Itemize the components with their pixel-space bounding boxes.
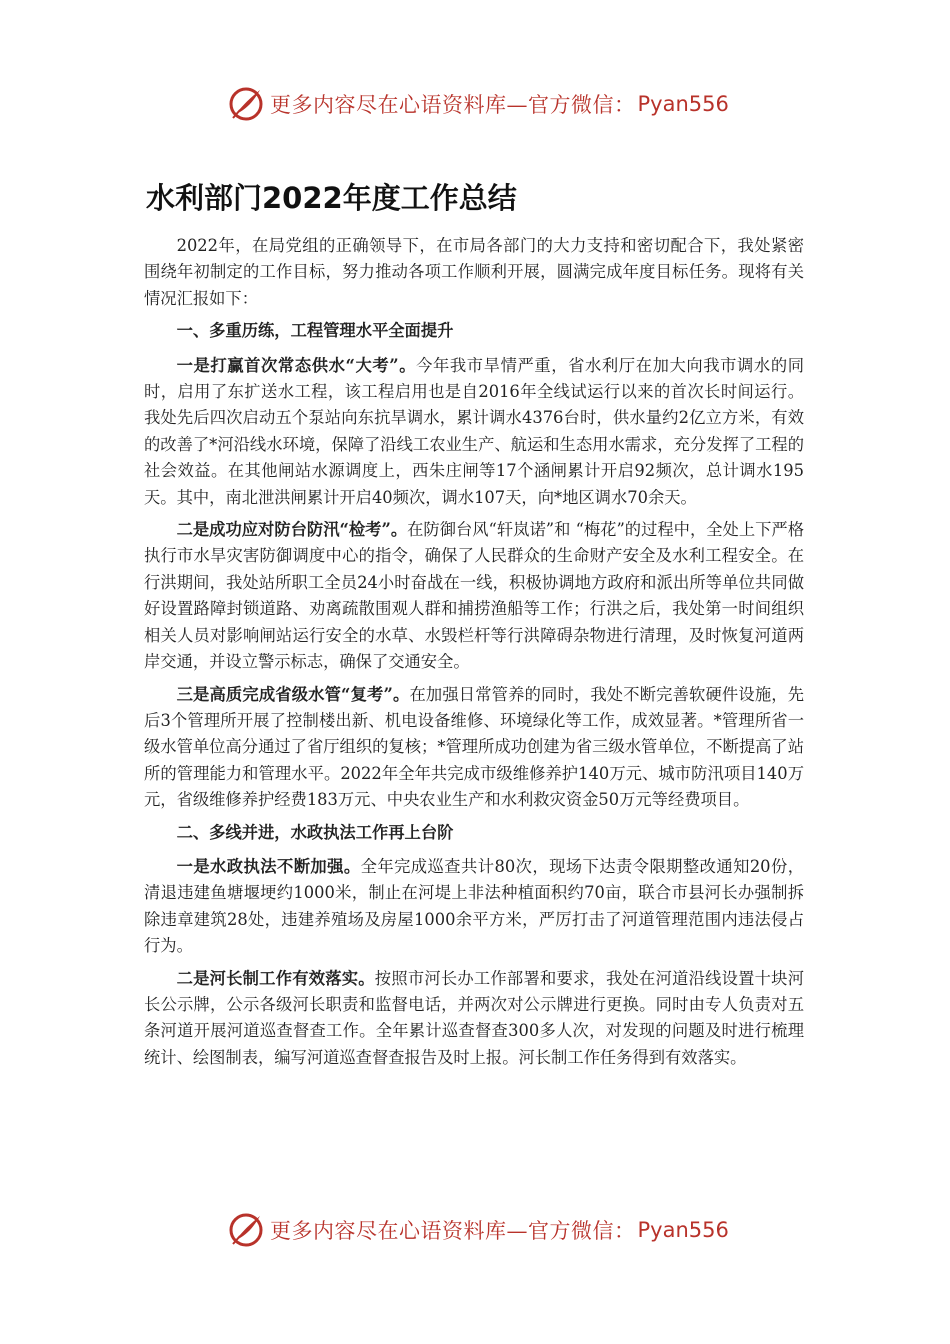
watermark-text: 更多内容尽在心语资料库—官方微信： bbox=[270, 1219, 636, 1243]
paragraph-text: 今年我市旱情严重，省水利厅在加大向我市调水的同时，启用了东扩送水工程，该工程启用也是自2016年全线试运行以来的首次长时间运行。我处先后四次启动五个泵站向东抗旱调水，累计调水4376台时，供水量约2亿立方米，有效的改善了*河沿线水环境，保障了沿线工农业生产、航运和生态用水需求，充分发挥了工程的社会效益。在其他闸站水源调度上，西朱庄闸等17个涵闸累计开启92频次，总计调水195天。其中，南北泄洪闸累计开启40频次，调水107天，向*地区调水70余天。 bbox=[144, 355, 804, 507]
paragraph bbox=[144, 854, 804, 960]
paragraph-lead: 三是高质完成省级水管“复考”。 bbox=[176, 684, 410, 704]
paragraph bbox=[144, 682, 804, 814]
section-heading: 二、多线并进，水政执法工作再上台阶 bbox=[176, 822, 454, 842]
watermark-text: 更多内容尽在心语资料库—官方微信： bbox=[270, 93, 636, 117]
watermark-footer bbox=[228, 1212, 729, 1248]
intro-paragraph: 2022年，在局党组的正确领导下，在市局各部门的大力支持和密切配合下，我处紧密围绕年初制定的工作目标，努力推动各项工作顺利开展，圆满完成年度目标任务。现将有关情况汇报如下： bbox=[144, 236, 804, 308]
paragraph-lead: 一是打赢首次常态供水“大考”。 bbox=[176, 355, 417, 375]
paragraph bbox=[144, 966, 804, 1072]
paragraph bbox=[144, 517, 804, 675]
paragraph bbox=[144, 353, 804, 511]
watermark-wechat-id: Pyan556 bbox=[637, 92, 729, 116]
quill-logo-icon bbox=[228, 86, 264, 122]
paragraph-text: 按照市河长办工作部署和要求，我处在河道沿线设置十块河长公示牌，公示各级河长职责和监督电话，并两次对公示牌进行更换。同时由专人负责对五条河道开展河道巡查督查工作。全年累计巡查督查300多人次，对发现的问题及时进行梳理统计、绘图制表，编写河道巡查督查报告及时上报。河长制工作任务得到有效落实。 bbox=[144, 968, 804, 1067]
paragraph-lead: 二是河长制工作有效落实。 bbox=[176, 968, 375, 988]
document-title: 水利部门2022年度工作总结 bbox=[146, 181, 517, 215]
watermark-header bbox=[228, 86, 729, 122]
section-heading: 一、多重历练，工程管理水平全面提升 bbox=[176, 321, 454, 341]
quill-logo-icon bbox=[228, 1212, 264, 1248]
paragraph-lead: 二是成功应对防台防汛“检考”。 bbox=[176, 520, 408, 540]
document-body bbox=[144, 233, 804, 1077]
paragraph-text: 全年完成巡查共计80次，现场下达责令限期整改通知20份，清退违建鱼塘堰埂约1000米，制止在河堤上非法种植面积约70亩，联合市县河长办强制拆除违章建筑28处，违建养殖场及房屋1000余平方米，严厉打击了河道管理范围内违法侵占行为。 bbox=[144, 856, 804, 956]
paragraph-text: 在防御台风“轩岚诺”和 “梅花”的过程中，全处上下严格执行市水旱灾害防御调度中心的指令，确保了人民群众的生命财产安全及水利工程安全。在行洪期间，我处站所职工全员24小时奋战在一线，积极协调地方政府和派出所等单位共同做好设置路障封锁道路、劝离疏散围观人群和捕捞渔船等工作；行洪之后，我处第一时间组织相关人员对影响闸站运行安全的水草、水毁栏杆等行洪障碍杂物进行清理，及时恢复河道两岸交通，并设立警示标志，确保了交通安全。 bbox=[144, 520, 804, 672]
paragraph-lead: 一是水政执法不断加强。 bbox=[176, 856, 361, 876]
paragraph-text: 在加强日常管养的同时，我处不断完善软硬件设施，先后3个管理所开展了控制楼出新、机电设备维修、环境绿化等工作，成效显著。*管理所省一级水管单位高分通过了省厅组织的复核；*管理所成功创建为省三级水管单位，不断提高了站所的管理能力和管理水平。2022年全年共完成市级维修养护140万元、城市防汛项目140万元，省级维修养护经费183万元、中央农业生产和水利救灾资金50万元等经费项目。 bbox=[144, 684, 804, 810]
watermark-wechat-id: Pyan556 bbox=[637, 1218, 729, 1242]
